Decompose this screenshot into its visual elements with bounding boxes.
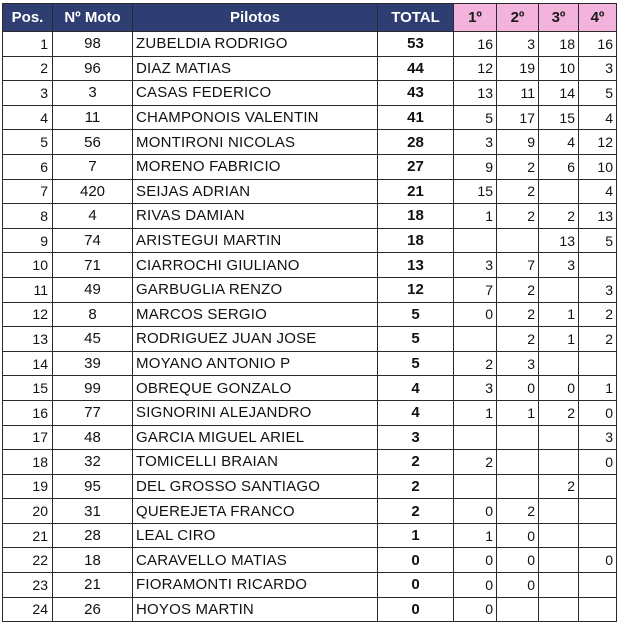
race-1-points-cell: 0	[454, 302, 497, 327]
moto-number-cell: 18	[53, 548, 133, 573]
race-3-points-cell: 6	[539, 154, 579, 179]
table-row	[3, 327, 617, 352]
total-points-cell: 2	[378, 474, 454, 499]
table-row	[3, 81, 617, 106]
race-2-points-cell: 2	[497, 204, 539, 229]
race-1-points-cell: 16	[454, 32, 497, 57]
position-cell: 13	[3, 327, 53, 352]
position-cell: 24	[3, 597, 53, 622]
race-2-points-cell: 0	[497, 573, 539, 598]
race-1-points-cell: 1	[454, 204, 497, 229]
race-1-points-cell: 12	[454, 56, 497, 81]
pilot-name-cell: SIGNORINI ALEJANDRO	[133, 400, 378, 425]
pilot-name-cell: GARCIA MIGUEL ARIEL	[133, 425, 378, 450]
race-4-points-cell	[579, 499, 617, 524]
race-1-points-cell: 0	[454, 548, 497, 573]
table-row	[3, 597, 617, 622]
position-cell: 20	[3, 499, 53, 524]
race-3-points-cell: 4	[539, 130, 579, 155]
total-points-cell: 13	[378, 253, 454, 278]
table-row	[3, 130, 617, 155]
race-2-points-cell: 2	[497, 327, 539, 352]
table-row	[3, 573, 617, 598]
pilot-name-cell: HOYOS MARTIN	[133, 597, 378, 622]
header-total: TOTAL	[378, 4, 454, 32]
race-3-points-cell: 2	[539, 474, 579, 499]
table-row	[3, 351, 617, 376]
moto-number-cell: 31	[53, 499, 133, 524]
total-points-cell: 0	[378, 573, 454, 598]
moto-number-cell: 32	[53, 450, 133, 475]
moto-number-cell: 39	[53, 351, 133, 376]
race-3-points-cell: 2	[539, 204, 579, 229]
race-1-points-cell: 0	[454, 597, 497, 622]
race-1-points-cell: 0	[454, 573, 497, 598]
total-points-cell: 27	[378, 154, 454, 179]
pilot-name-cell: DIAZ MATIAS	[133, 56, 378, 81]
race-2-points-cell	[497, 597, 539, 622]
moto-number-cell: 11	[53, 105, 133, 130]
table-row	[3, 400, 617, 425]
race-2-points-cell: 2	[497, 179, 539, 204]
race-2-points-cell: 2	[497, 499, 539, 524]
race-4-points-cell: 13	[579, 204, 617, 229]
race-1-points-cell	[454, 327, 497, 352]
race-4-points-cell: 1	[579, 376, 617, 401]
pilot-name-cell: CIARROCHI GIULIANO	[133, 253, 378, 278]
race-1-points-cell: 5	[454, 105, 497, 130]
table-row	[3, 56, 617, 81]
race-4-points-cell: 0	[579, 400, 617, 425]
moto-number-cell: 7	[53, 154, 133, 179]
table-row	[3, 425, 617, 450]
race-2-points-cell: 11	[497, 81, 539, 106]
moto-number-cell: 3	[53, 81, 133, 106]
race-3-points-cell	[539, 425, 579, 450]
position-cell: 3	[3, 81, 53, 106]
race-4-points-cell: 12	[579, 130, 617, 155]
standings-body	[3, 32, 617, 622]
pilot-name-cell: ARISTEGUI MARTIN	[133, 228, 378, 253]
race-3-points-cell: 15	[539, 105, 579, 130]
position-cell: 21	[3, 523, 53, 548]
race-4-points-cell: 3	[579, 56, 617, 81]
race-3-points-cell	[539, 179, 579, 204]
race-1-points-cell	[454, 425, 497, 450]
moto-number-cell: 420	[53, 179, 133, 204]
moto-number-cell: 98	[53, 32, 133, 57]
race-4-points-cell: 3	[579, 425, 617, 450]
total-points-cell: 44	[378, 56, 454, 81]
table-row	[3, 474, 617, 499]
race-2-points-cell: 17	[497, 105, 539, 130]
race-1-points-cell: 9	[454, 154, 497, 179]
header-race-2: 2º	[497, 4, 539, 32]
header-race-4: 4º	[579, 4, 617, 32]
position-cell: 22	[3, 548, 53, 573]
header-row	[3, 4, 617, 32]
race-2-points-cell: 2	[497, 277, 539, 302]
race-4-points-cell: 2	[579, 302, 617, 327]
pilot-name-cell: TOMICELLI BRAIAN	[133, 450, 378, 475]
position-cell: 14	[3, 351, 53, 376]
race-4-points-cell: 4	[579, 179, 617, 204]
race-1-points-cell: 2	[454, 351, 497, 376]
race-2-points-cell: 0	[497, 523, 539, 548]
pilot-name-cell: FIORAMONTI RICARDO	[133, 573, 378, 598]
moto-number-cell: 99	[53, 376, 133, 401]
race-1-points-cell: 7	[454, 277, 497, 302]
race-2-points-cell: 3	[497, 351, 539, 376]
pilot-name-cell: QUEREJETA FRANCO	[133, 499, 378, 524]
race-3-points-cell: 14	[539, 81, 579, 106]
race-1-points-cell: 3	[454, 130, 497, 155]
race-1-points-cell	[454, 228, 497, 253]
header-pilotos: Pilotos	[133, 4, 378, 32]
race-3-points-cell: 10	[539, 56, 579, 81]
race-2-points-cell	[497, 474, 539, 499]
race-4-points-cell: 0	[579, 450, 617, 475]
table-row	[3, 32, 617, 57]
race-3-points-cell: 1	[539, 302, 579, 327]
race-3-points-cell	[539, 597, 579, 622]
total-points-cell: 5	[378, 351, 454, 376]
moto-number-cell: 26	[53, 597, 133, 622]
race-2-points-cell	[497, 425, 539, 450]
pilot-name-cell: CHAMPONOIS VALENTIN	[133, 105, 378, 130]
race-3-points-cell: 3	[539, 253, 579, 278]
moto-number-cell: 74	[53, 228, 133, 253]
table-row	[3, 204, 617, 229]
table-row	[3, 302, 617, 327]
race-4-points-cell: 2	[579, 327, 617, 352]
table-row	[3, 548, 617, 573]
table-row	[3, 253, 617, 278]
moto-number-cell: 8	[53, 302, 133, 327]
position-cell: 10	[3, 253, 53, 278]
race-4-points-cell: 0	[579, 548, 617, 573]
race-2-points-cell: 0	[497, 548, 539, 573]
total-points-cell: 1	[378, 523, 454, 548]
race-3-points-cell	[539, 523, 579, 548]
total-points-cell: 0	[378, 548, 454, 573]
race-2-points-cell: 1	[497, 400, 539, 425]
moto-number-cell: 96	[53, 56, 133, 81]
race-4-points-cell	[579, 253, 617, 278]
total-points-cell: 43	[378, 81, 454, 106]
race-1-points-cell: 15	[454, 179, 497, 204]
race-3-points-cell: 2	[539, 400, 579, 425]
race-3-points-cell	[539, 277, 579, 302]
table-row	[3, 179, 617, 204]
position-cell: 8	[3, 204, 53, 229]
header-race-1: 1º	[454, 4, 497, 32]
moto-number-cell: 95	[53, 474, 133, 499]
total-points-cell: 53	[378, 32, 454, 57]
pilot-name-cell: RODRIGUEZ JUAN JOSE	[133, 327, 378, 352]
race-2-points-cell: 2	[497, 154, 539, 179]
table-row	[3, 450, 617, 475]
pilot-name-cell: GARBUGLIA RENZO	[133, 277, 378, 302]
race-2-points-cell: 7	[497, 253, 539, 278]
position-cell: 5	[3, 130, 53, 155]
moto-number-cell: 45	[53, 327, 133, 352]
race-2-points-cell: 19	[497, 56, 539, 81]
race-1-points-cell: 1	[454, 523, 497, 548]
moto-number-cell: 4	[53, 204, 133, 229]
race-2-points-cell	[497, 450, 539, 475]
total-points-cell: 5	[378, 302, 454, 327]
race-2-points-cell	[497, 228, 539, 253]
race-4-points-cell: 10	[579, 154, 617, 179]
moto-number-cell: 77	[53, 400, 133, 425]
race-2-points-cell: 3	[497, 32, 539, 57]
race-4-points-cell	[579, 474, 617, 499]
pilot-name-cell: ZUBELDIA RODRIGO	[133, 32, 378, 57]
position-cell: 9	[3, 228, 53, 253]
total-points-cell: 2	[378, 499, 454, 524]
race-1-points-cell: 3	[454, 376, 497, 401]
position-cell: 17	[3, 425, 53, 450]
total-points-cell: 3	[378, 425, 454, 450]
position-cell: 23	[3, 573, 53, 598]
total-points-cell: 0	[378, 597, 454, 622]
race-4-points-cell: 4	[579, 105, 617, 130]
total-points-cell: 4	[378, 376, 454, 401]
header-moto: Nº Moto	[53, 4, 133, 32]
total-points-cell: 21	[378, 179, 454, 204]
race-1-points-cell: 3	[454, 253, 497, 278]
race-4-points-cell: 5	[579, 81, 617, 106]
position-cell: 19	[3, 474, 53, 499]
moto-number-cell: 48	[53, 425, 133, 450]
table-row	[3, 228, 617, 253]
moto-number-cell: 49	[53, 277, 133, 302]
race-3-points-cell: 1	[539, 327, 579, 352]
race-3-points-cell: 13	[539, 228, 579, 253]
moto-number-cell: 56	[53, 130, 133, 155]
table-row	[3, 523, 617, 548]
pilot-name-cell: MONTIRONI NICOLAS	[133, 130, 378, 155]
race-1-points-cell: 13	[454, 81, 497, 106]
total-points-cell: 28	[378, 130, 454, 155]
total-points-cell: 18	[378, 228, 454, 253]
race-4-points-cell	[579, 523, 617, 548]
pilot-name-cell: DEL GROSSO SANTIAGO	[133, 474, 378, 499]
pilot-name-cell: MARCOS SERGIO	[133, 302, 378, 327]
race-4-points-cell	[579, 573, 617, 598]
table-row	[3, 154, 617, 179]
position-cell: 16	[3, 400, 53, 425]
race-2-points-cell: 0	[497, 376, 539, 401]
race-1-points-cell	[454, 474, 497, 499]
position-cell: 18	[3, 450, 53, 475]
race-1-points-cell: 2	[454, 450, 497, 475]
standings-table	[2, 3, 617, 622]
race-3-points-cell	[539, 351, 579, 376]
pilot-name-cell: CARAVELLO MATIAS	[133, 548, 378, 573]
pilot-name-cell: MORENO FABRICIO	[133, 154, 378, 179]
table-row	[3, 277, 617, 302]
total-points-cell: 41	[378, 105, 454, 130]
position-cell: 15	[3, 376, 53, 401]
race-3-points-cell: 18	[539, 32, 579, 57]
table-row	[3, 376, 617, 401]
pilot-name-cell: CASAS FEDERICO	[133, 81, 378, 106]
position-cell: 1	[3, 32, 53, 57]
position-cell: 2	[3, 56, 53, 81]
header-race-3: 3º	[539, 4, 579, 32]
pilot-name-cell: RIVAS DAMIAN	[133, 204, 378, 229]
pilot-name-cell: OBREQUE GONZALO	[133, 376, 378, 401]
moto-number-cell: 28	[53, 523, 133, 548]
pilot-name-cell: SEIJAS ADRIAN	[133, 179, 378, 204]
race-2-points-cell: 9	[497, 130, 539, 155]
race-2-points-cell: 2	[497, 302, 539, 327]
total-points-cell: 2	[378, 450, 454, 475]
header-pos: Pos.	[3, 4, 53, 32]
moto-number-cell: 71	[53, 253, 133, 278]
race-1-points-cell: 1	[454, 400, 497, 425]
position-cell: 4	[3, 105, 53, 130]
position-cell: 12	[3, 302, 53, 327]
race-4-points-cell	[579, 351, 617, 376]
position-cell: 11	[3, 277, 53, 302]
position-cell: 6	[3, 154, 53, 179]
race-4-points-cell: 5	[579, 228, 617, 253]
moto-number-cell: 21	[53, 573, 133, 598]
total-points-cell: 5	[378, 327, 454, 352]
race-4-points-cell	[579, 597, 617, 622]
pilot-name-cell: LEAL CIRO	[133, 523, 378, 548]
race-4-points-cell: 3	[579, 277, 617, 302]
position-cell: 7	[3, 179, 53, 204]
race-3-points-cell	[539, 450, 579, 475]
total-points-cell: 12	[378, 277, 454, 302]
race-4-points-cell: 16	[579, 32, 617, 57]
race-1-points-cell: 0	[454, 499, 497, 524]
race-3-points-cell	[539, 548, 579, 573]
total-points-cell: 18	[378, 204, 454, 229]
race-3-points-cell	[539, 499, 579, 524]
total-points-cell: 4	[378, 400, 454, 425]
pilot-name-cell: MOYANO ANTONIO P	[133, 351, 378, 376]
race-3-points-cell	[539, 573, 579, 598]
table-row	[3, 105, 617, 130]
table-row	[3, 499, 617, 524]
race-3-points-cell: 0	[539, 376, 579, 401]
